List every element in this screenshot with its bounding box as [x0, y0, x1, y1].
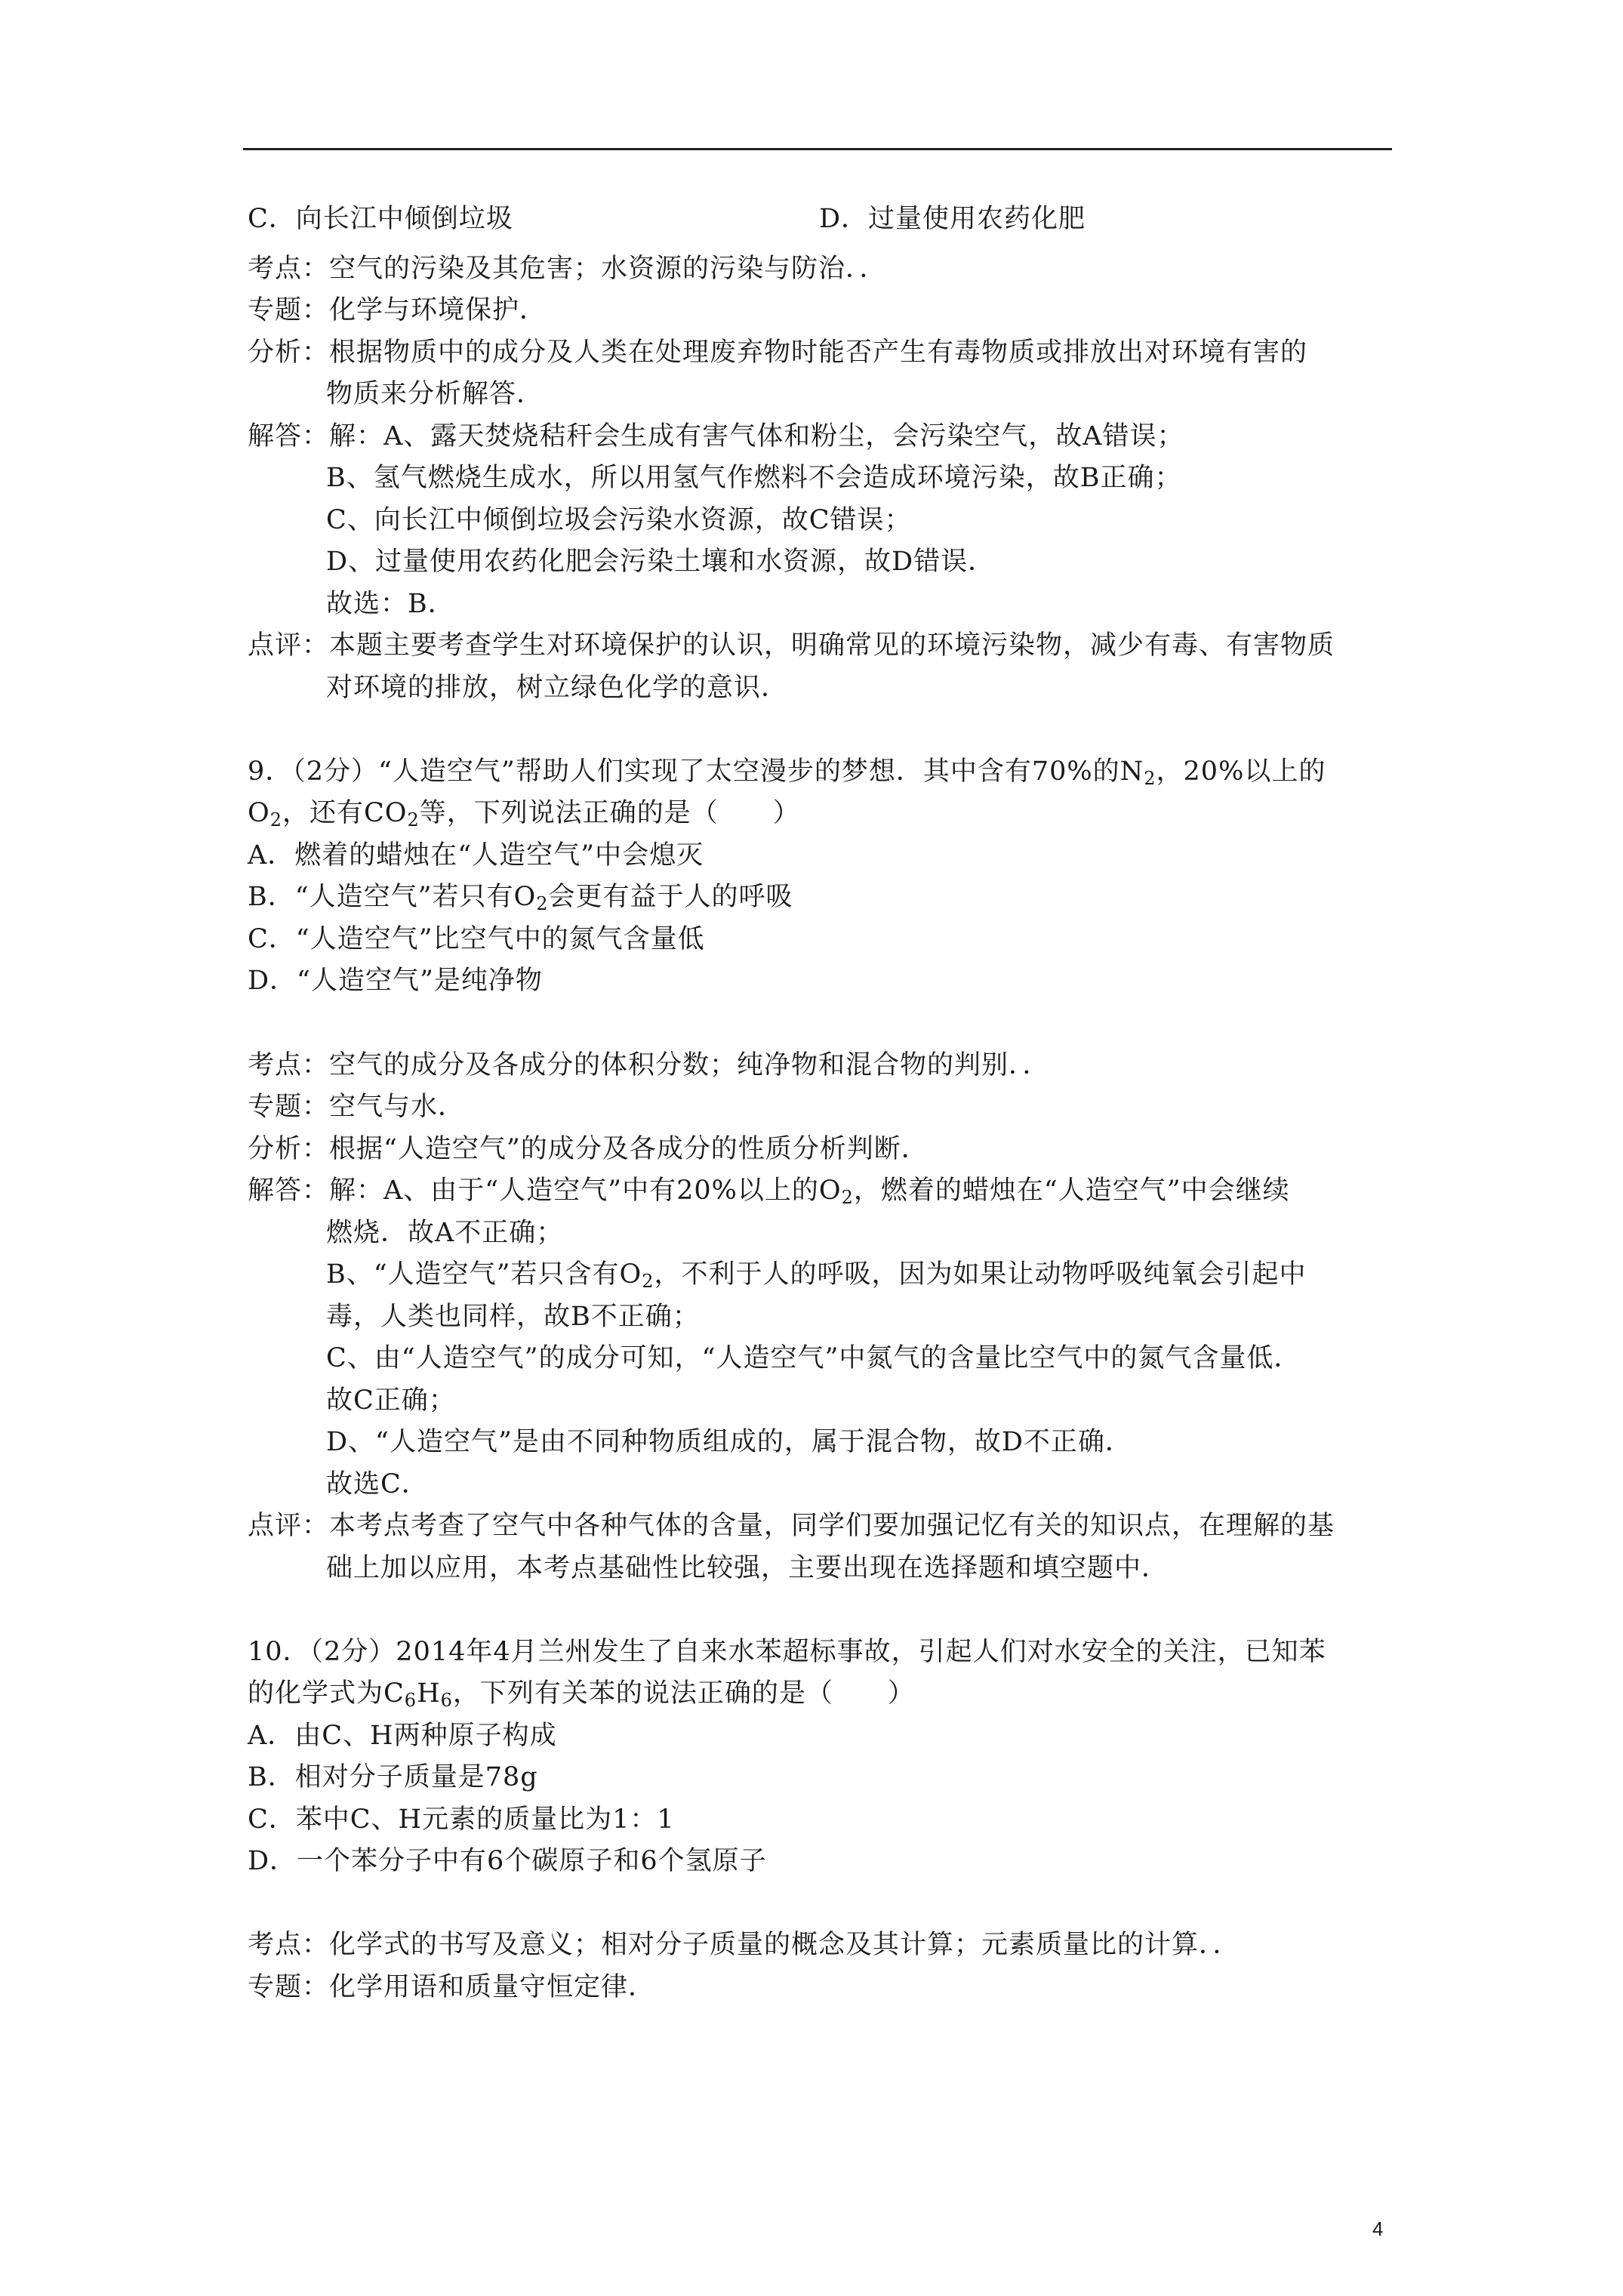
q9-kaodian: 考点：空气的成分及各成分的体积分数；纯净物和混合物的判别．．: [248, 1050, 1050, 1080]
q9-stem-1: 9．（2分）“人造空气”帮助人们实现了太空漫步的梦想．其中含有70%的$N_2$，20%以上的: [248, 757, 1326, 789]
q10-option-c: C．苯中C、H元素的质量比为1：1: [248, 1804, 675, 1835]
q9-jieda-7: D、“人造空气”是由不同种物质组成的，属于混合物，故D不正确．: [326, 1427, 1132, 1457]
q8-jieda-2: B、氢气燃烧生成水，所以用氢气作燃料不会造成环境污染，故B正确；: [326, 463, 1182, 493]
q9-option-d: D．“人造空气”是纯净物: [248, 966, 543, 996]
header-rule: [243, 148, 1392, 150]
q9-option-c: C．“人造空气”比空气中的氮气含量低: [248, 924, 705, 954]
q9-dianping-2: 础上加以应用，本考点基础性比较强，主要出现在选择题和填空题中．: [326, 1553, 1169, 1583]
option-c: C．向长江中倾倒垃圾: [248, 204, 513, 234]
q8-fenxi-2: 物质来分析解答．: [326, 379, 544, 409]
q10-option-a: A．由C、H两种原子构成: [248, 1721, 557, 1751]
q9-jieda-1: 解答：解：A、由于“人造空气”中有20%以上的$O_2$，燃着的蜡烛在“人造空气”中会继续: [248, 1176, 1290, 1208]
q9-jieda-2: 燃烧．故A不正确；: [326, 1218, 564, 1248]
q9-option-a: A．燃着的蜡烛在“人造空气”中会熄灭: [248, 840, 704, 871]
q8-jieda-3: C、向长江中倾倒垃圾会污染水资源，故C错误；: [326, 505, 912, 535]
q9-jieda-6: 故C正确；: [326, 1385, 456, 1416]
q9-zhuanti: 专题：空气与水．: [248, 1092, 466, 1122]
q9-stem-2: $O_2$，还有$CO_2$等，下列说法正确的是（ ）: [248, 798, 800, 831]
q9-jieda-8: 故选C．: [326, 1469, 429, 1499]
q10-kaodian: 考点：化学式的书写及意义；相对分子质量的概念及其计算；元素质量比的计算．．: [248, 1930, 1240, 1960]
q10-option-d: D．一个苯分子中有6个碳原子和6个氢原子: [248, 1846, 767, 1876]
q8-zhuanti: 专题：化学与环境保护．: [248, 295, 547, 325]
q9-option-b: B．“人造空气”若只有$O_2$会更有益于人的呼吸: [248, 882, 793, 914]
q9-jieda-3: B、“人造空气”若只含有$O_2$，不利于人的呼吸，因为如果让动物呼吸纯氧会引起中: [326, 1259, 1307, 1292]
q10-stem-2: 的化学式为$C_6H_6$，下列有关苯的说法正确的是（ ）: [248, 1678, 915, 1711]
q8-dianping-1: 点评：本题主要考查学生对环境保护的认识，明确常见的环境污染物，减少有毒、有害物质: [248, 630, 1335, 661]
q8-kaodian: 考点：空气的污染及其危害；水资源的污染与防治．．: [248, 254, 887, 284]
q8-jieda-5: 故选：B．: [326, 589, 455, 619]
page-number: 4: [1372, 2217, 1384, 2240]
q9-fenxi: 分析：根据“人造空气”的成分及各成分的性质分析判断．: [248, 1134, 929, 1164]
q10-stem-1: 10．（2分）2014年4月兰州发生了自来水苯超标事故，引起人们对水安全的关注，已知苯: [248, 1637, 1326, 1667]
q10-zhuanti: 专题：化学用语和质量守恒定律．: [248, 1972, 656, 2002]
q9-dianping-1: 点评：本考点考查了空气中各种气体的含量，同学们要加强记忆有关的知识点，在理解的基: [248, 1511, 1335, 1541]
q8-jieda-4: D、过量使用农药化肥会污染土壤和水资源，故D错误．: [326, 547, 996, 577]
q9-jieda-4: 毒，人类也同样，故B不正确；: [326, 1302, 700, 1332]
q8-dianping-2: 对环境的排放，树立绿色化学的意识．: [326, 673, 789, 703]
q10-option-b: B．相对分子质量是78g: [248, 1762, 538, 1792]
q8-fenxi-1: 分析：根据物质中的成分及人类在处理废弃物时能否产生有毒物质或排放出对环境有害的: [248, 337, 1308, 368]
q9-jieda-5: C、由“人造空气”的成分可知，“人造空气”中氮气的含量比空气中的氮气含量低．: [326, 1343, 1301, 1373]
option-d: D．过量使用农药化肥: [819, 204, 1086, 234]
q8-jieda-1: 解答：解：A、露天焚烧秸秆会生成有害气体和粉尘，会污染空气，故A错误；: [248, 421, 1184, 451]
